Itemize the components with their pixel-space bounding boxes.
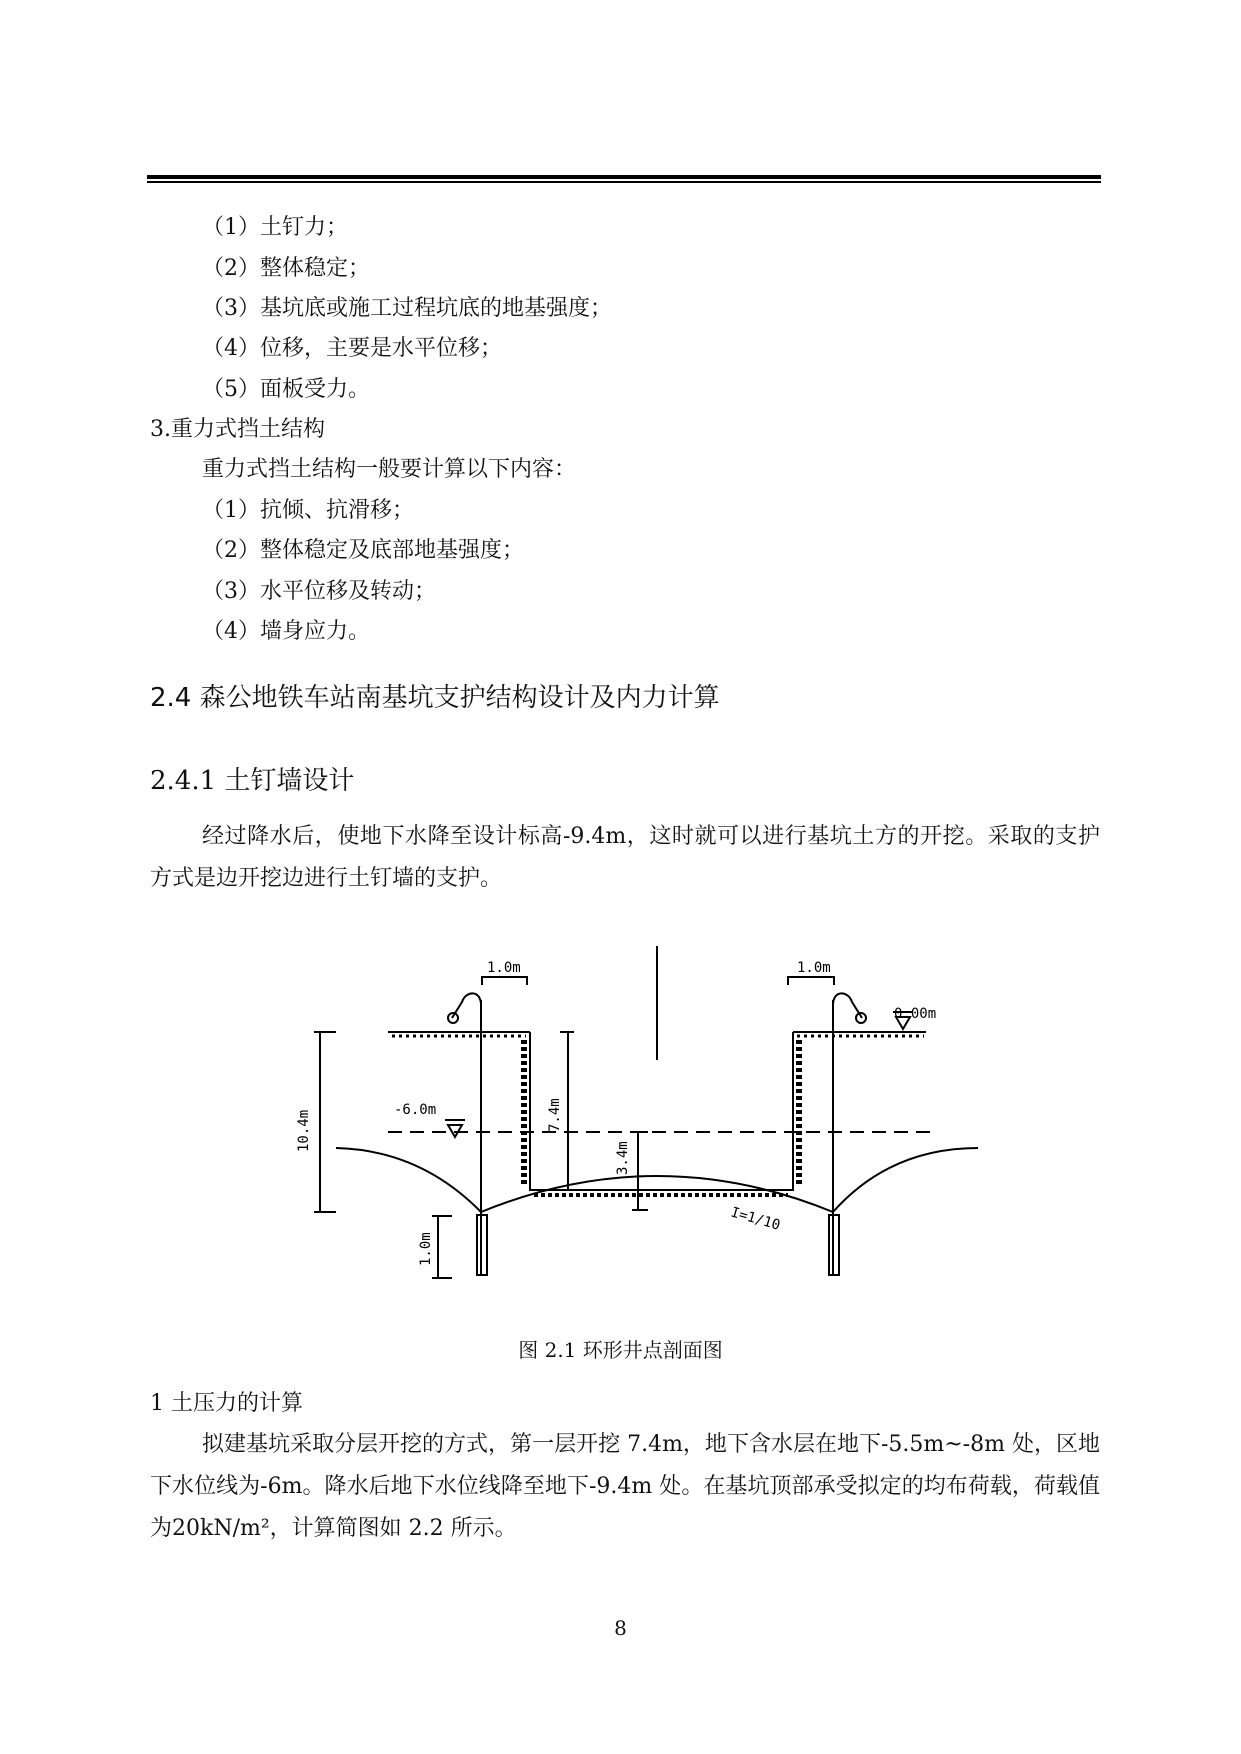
list-item: （5）面板受力。 — [202, 377, 370, 402]
label-depth-second: 3.4m — [615, 1141, 631, 1175]
paragraph: 拟建基坑采取分层开挖的方式，第一层开挖 7.4m，地下含水层在地下-5.5m~-8m 处，区地下水位线为-6m。降水后地下水位线降至地下-9.4m 处。在基坑顶部承受拟定的均布荷载，荷载值为20kN/m²，计算简图如 2.2 所示。 — [150, 1432, 1100, 1541]
label-width-left: 1.0m — [487, 960, 521, 976]
subsection-title: 1 土压力的计算 — [150, 1391, 303, 1416]
label-ground-level: 0.00m — [894, 1006, 937, 1022]
heading-2-4-1: 2.4.1 土钉墙设计 — [150, 766, 355, 796]
paragraph: 经过降水后，使地下水降至设计标高-9.4m，这时就可以进行基坑土方的开挖。采取的支护方式是边开挖边进行土钉墙的支护。 — [150, 824, 1100, 891]
list-item: （1）抗倾、抗滑移； — [202, 498, 414, 523]
heading-2-4: 2.4 森公地铁车站南基坑支护结构设计及内力计算 — [150, 683, 720, 713]
list-item: （3）基坑底或施工过程坑底的地基强度； — [202, 296, 612, 321]
list-item: （1）土钉力； — [202, 215, 348, 240]
label-depth-first: 7.4m — [547, 1098, 563, 1132]
label-depth-well: 1.0m — [418, 1232, 434, 1266]
label-width-right: 1.0m — [797, 960, 831, 976]
list-item: （2）整体稳定； — [202, 256, 370, 281]
label-slope: I=1/10 — [728, 1204, 782, 1234]
figure-caption: 图 2.1 环形井点剖面图 — [518, 1338, 723, 1362]
drawdown-curve — [336, 1148, 978, 1212]
list-item: （2）整体稳定及底部地基强度； — [202, 538, 524, 563]
section-title: 3.重力式挡土结构 — [150, 417, 325, 442]
excavation-outline — [530, 1032, 793, 1190]
list-item: （3）水平位移及转动； — [202, 579, 436, 604]
section-intro: 重力式挡土结构一般要计算以下内容： — [202, 457, 577, 482]
label-water-level: -6.0m — [394, 1102, 437, 1118]
list-item: （4）墙身应力。 — [202, 619, 370, 644]
label-depth-total: 10.4m — [296, 1109, 312, 1152]
list-item: （4）位移，主要是水平位移； — [202, 336, 502, 361]
page-number: 8 — [614, 1616, 627, 1640]
